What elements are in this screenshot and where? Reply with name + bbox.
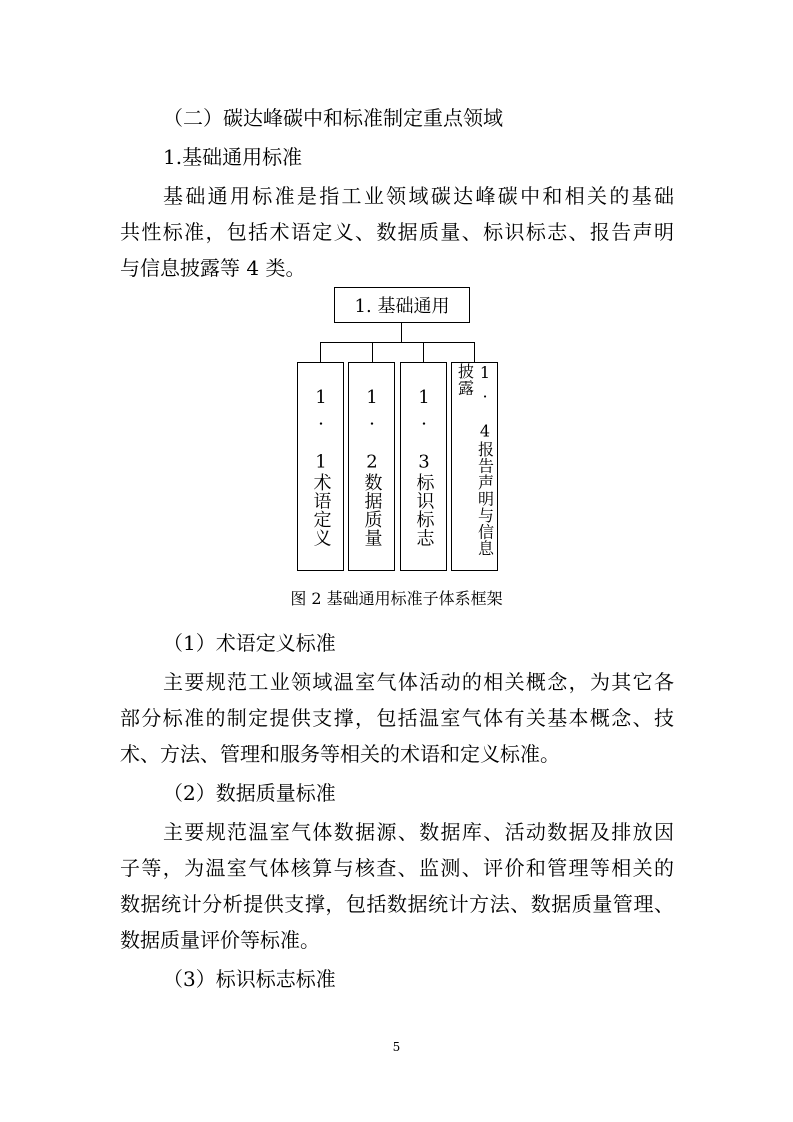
diagram-child-box [348, 362, 395, 571]
item-title: （2）数据质量标准 [163, 781, 336, 805]
intro-line: 共性标准，包括术语定义、数据质量、标识标志、报告声明 [120, 220, 674, 244]
diagram-root-box [334, 287, 470, 323]
paragraph-line: 主要规范工业领域温室气体活动的相关概念，为其它各 [163, 670, 674, 694]
paragraph-line: 数据质量评价等标准。 [120, 928, 320, 952]
diagram-child-label: 1. 3标识标志 [413, 386, 435, 547]
connector-line [474, 342, 475, 362]
paragraph-line: 数据统计分析提供支撑，包括数据统计方法、数据质量管理、 [120, 892, 674, 916]
paragraph-line: 主要规范温室气体数据源、数据库、活动数据及排放因 [163, 820, 674, 844]
intro-line: 与信息披露等 4 类。 [120, 256, 306, 280]
diagram-root-label: 1. 基础通用 [354, 296, 450, 317]
intro-line: 基础通用标准是指工业领域碳达峰碳中和相关的基础 [163, 184, 674, 208]
connector-line [320, 342, 321, 362]
paragraph-line: 术、方法、管理和服务等相关的术语和定义标准。 [120, 742, 560, 766]
connector-line [372, 342, 373, 362]
diagram-child-label: 1. 4报告声明与信息披露 [455, 363, 495, 557]
paragraph-line: 子等，为温室气体核算与核查、监测、评价和管理等相关的 [120, 856, 674, 880]
connector-line [320, 342, 475, 343]
diagram-child-label: 1. 1术语定义 [310, 386, 332, 547]
section-heading: （二）碳达峰碳中和标准制定重点领域 [163, 106, 503, 130]
diagram-child-box [297, 362, 344, 571]
diagram-child-box [451, 362, 498, 571]
diagram-child-box [400, 362, 447, 571]
diagram-child-label: 1. 2数据质量 [361, 386, 383, 547]
figure-caption: 图 2 基础通用标准子体系框架 [290, 589, 503, 608]
connector-line [401, 323, 402, 343]
page-number: 5 [392, 1040, 401, 1054]
subsection-title: 1.基础通用标准 [163, 145, 303, 169]
connector-line [423, 342, 424, 362]
item-title: （3）标识标志标准 [163, 967, 336, 991]
item-title: （1）术语定义标准 [163, 631, 336, 655]
paragraph-line: 部分标准的制定提供支撑，包括温室气体有关基本概念、技 [120, 706, 674, 730]
